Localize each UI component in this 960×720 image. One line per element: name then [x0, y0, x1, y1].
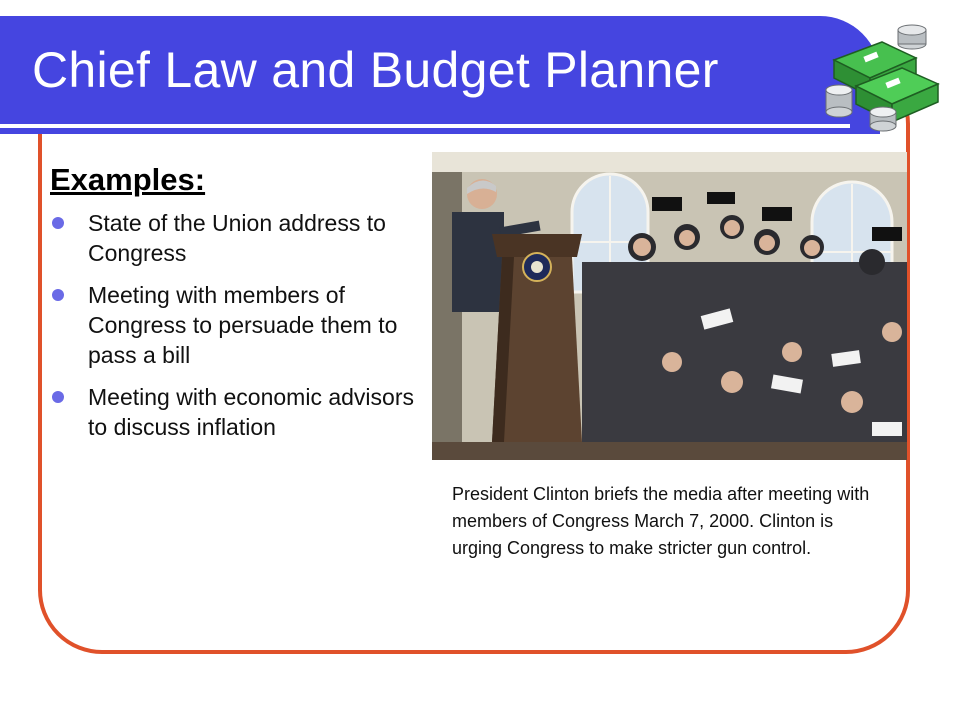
slide-title: Chief Law and Budget Planner [32, 42, 719, 98]
bullet-dot-icon [52, 391, 64, 403]
bullet-text: Meeting with economic advisors to discuss inflation [88, 384, 414, 440]
photo-illustration [432, 152, 907, 460]
bullet-dot-icon [52, 289, 64, 301]
bullet-text: Meeting with members of Congress to persuade them to pass a bill [88, 282, 398, 368]
banner-divider [0, 124, 850, 128]
list-item [50, 382, 422, 442]
press-briefing-photo [432, 152, 907, 460]
bullet-text: State of the Union address to Congress [88, 210, 386, 266]
bullet-list [50, 208, 422, 454]
bullet-dot-icon [52, 217, 64, 229]
list-item [50, 208, 422, 268]
examples-heading: Examples: [50, 162, 206, 197]
photo-caption: President Clinton briefs the media after meeting with members of Congress March 7, 2000. Clinton is urging Congress to make stricter gun control. [452, 484, 870, 558]
list-item [50, 280, 422, 370]
money-stack-icon [820, 20, 946, 138]
